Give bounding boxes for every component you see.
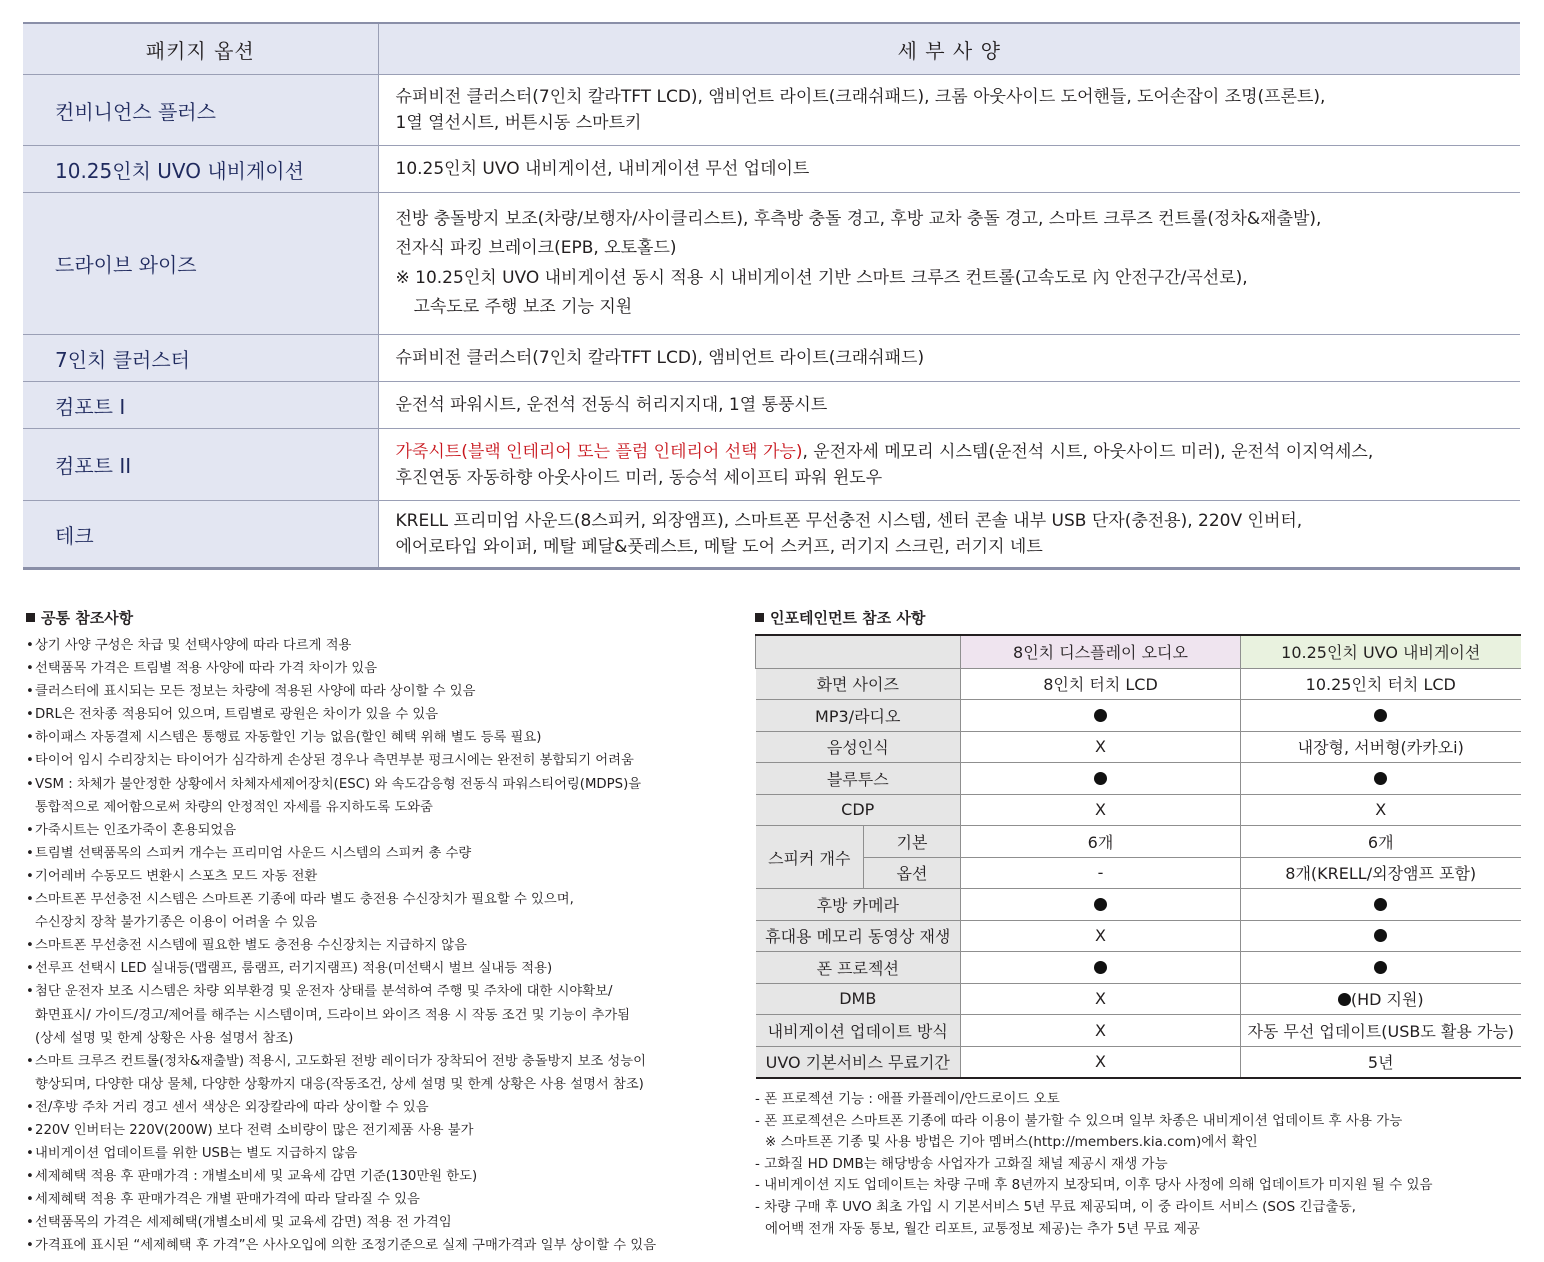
note-item xyxy=(26,1211,726,1234)
cell-8inch-audio: - xyxy=(961,857,1241,889)
filled-circle-icon xyxy=(1094,772,1107,785)
note-line: • 타이어 임시 수리장치는 타이어가 심각하게 손상된 경우나 측면부분 펑크시에는 완전히 봉합되기 어려움 xyxy=(35,753,634,769)
infotainment-row xyxy=(756,1046,1521,1078)
spec-text: , 운전자세 메모리 시스템(운전석 시트, 아웃사이드 미러), 운전석 이지억세스, xyxy=(802,441,1374,462)
note-line: 수신장치 장착 불가기종은 이용이 어려울 수 있음 xyxy=(35,915,318,931)
header-details: 세 부 사 양 xyxy=(378,23,1520,75)
note-item xyxy=(26,980,726,1049)
spec-line: 운전석 파워시트, 운전석 전동식 허리지지대, 1열 통풍시트 xyxy=(395,395,828,415)
cell-uvo-navigation: 자동 무선 업데이트(USB도 활용 가능) xyxy=(1241,1015,1521,1047)
note-item xyxy=(26,957,726,980)
table-header-row xyxy=(23,23,1520,75)
note-item xyxy=(26,842,726,865)
note-item xyxy=(26,888,726,934)
table-row xyxy=(23,335,1520,382)
filled-circle-icon xyxy=(1094,898,1107,911)
note-line: • 선택품목의 가격은 세제혜택(개별소비세 및 교육세 감면) 적용 전 가격임 xyxy=(35,1215,452,1231)
common-notes-section xyxy=(26,607,726,1258)
row-label: CDP xyxy=(756,794,961,826)
spec-line: 에어로타입 와이퍼, 메탈 페달&풋레스트, 메탈 도어 스커프, 러기지 스크린, 러기지 네트 xyxy=(395,537,1043,557)
spec-line: 1열 열선시트, 버튼시동 스마트키 xyxy=(395,113,642,133)
note-item xyxy=(26,1188,726,1211)
row-label: 블루투스 xyxy=(756,763,961,795)
table-row xyxy=(23,429,1520,501)
row-label: 화면 사이즈 xyxy=(756,668,961,700)
spec-line: KRELL 프리미엄 사운드(8스피커, 외장앰프), 스마트폰 무선충전 시스템, 센터 콘솔 내부 USB 단자(충전용), 220V 인버터, xyxy=(395,511,1303,531)
row-sublabel: 옵션 xyxy=(864,857,961,889)
infotainment-row xyxy=(756,763,1521,795)
row-label: 음성인식 xyxy=(756,731,961,763)
note-line: • DRL은 전차종 적용되어 있으며, 트림별로 광원은 차이가 있을 수 있음 xyxy=(35,707,439,723)
package-name: 테크 xyxy=(23,501,378,569)
infotainment-title xyxy=(755,607,1525,628)
infotainment-row xyxy=(756,731,1521,763)
header-uvo-navigation: 10.25인치 UVO 내비게이션 xyxy=(1241,635,1521,668)
cell-uvo-navigation xyxy=(1241,920,1521,952)
note-line: • 상기 사양 구성은 차급 및 선택사양에 따라 다르게 적용 xyxy=(35,638,352,653)
note-item xyxy=(26,1234,726,1257)
spec-line xyxy=(396,439,1521,465)
cell-uvo-navigation: 8개(KRELL/외장앰프 포함) xyxy=(1241,857,1521,889)
package-spec xyxy=(378,75,1520,146)
filled-circle-icon xyxy=(1374,961,1387,974)
package-name: 컴포트 II xyxy=(23,429,378,501)
spec-line: 후진연동 자동하향 아웃사이드 미러, 동승석 세이프티 파워 윈도우 xyxy=(395,467,883,488)
filled-circle-icon xyxy=(1094,709,1107,722)
row-label: MP3/라디오 xyxy=(756,700,961,732)
note-item xyxy=(26,1142,726,1165)
spec-line: 10.25인치 UVO 내비게이션, 내비게이션 무선 업데이트 xyxy=(395,159,810,179)
infotainment-header-row xyxy=(756,635,1521,668)
cell-8inch-audio: X xyxy=(961,1015,1241,1047)
note-line: • 세제혜택 적용 후 판매가격은 개별 판매가격에 따라 달라질 수 있음 xyxy=(35,1192,420,1208)
square-bullet-icon xyxy=(755,613,764,622)
note-line: • 첨단 운전자 보조 시스템은 차량 외부환경 및 운전자 상태를 분석하여 주행 및 주차에 대한 시야확보/ xyxy=(35,984,613,1000)
note-line: • 스마트폰 무선충전 시스템은 스마트폰 기종에 따라 별도 충전용 수신장치가 필요할 수 있으며, xyxy=(35,892,574,908)
cell-uvo-navigation xyxy=(1241,889,1521,921)
header-package-option: 패키지 옵션 xyxy=(23,23,378,75)
filled-circle-icon xyxy=(1374,709,1387,722)
filled-circle-icon xyxy=(1094,961,1107,974)
row-label: 휴대용 메모리 동영상 재생 xyxy=(756,920,961,952)
cell-8inch-audio xyxy=(961,952,1241,984)
note-line: 향상되며, 다양한 대상 물체, 다양한 상황까지 대응(작동조건, 상세 설명 및 한계 상황은 사용 설명서 참조) xyxy=(35,1076,644,1092)
note-item xyxy=(26,680,726,703)
infotainment-notes-list xyxy=(755,1089,1525,1240)
note-line: • 기어레버 수동모드 변환시 스포츠 모드 자동 전환 xyxy=(35,868,318,884)
row-label: 후방 카메라 xyxy=(756,889,961,921)
cell-8inch-audio: X xyxy=(961,920,1241,952)
package-name: 10.25인치 UVO 내비게이션 xyxy=(23,146,378,193)
package-options-table xyxy=(23,22,1520,570)
filled-circle-icon xyxy=(1338,993,1351,1006)
row-label: 내비게이션 업데이트 방식 xyxy=(756,1015,961,1047)
cell-uvo-navigation: 6개 xyxy=(1241,826,1521,858)
note-item xyxy=(26,703,726,726)
cell-uvo-navigation xyxy=(1241,700,1521,732)
note-item xyxy=(26,1165,726,1188)
header-8inch-audio: 8인치 디스플레이 오디오 xyxy=(961,635,1241,668)
cell-8inch-audio: X xyxy=(961,983,1241,1015)
cell-8inch-audio xyxy=(961,763,1241,795)
filled-circle-icon xyxy=(1374,772,1387,785)
note-line: • 스마트폰 무선충전 시스템에 필요한 별도 충전용 수신장치는 지급하지 않음 xyxy=(35,938,468,954)
note-line: • 전/후방 주차 거리 경고 센서 색상은 외장칼라에 따라 상이할 수 있음 xyxy=(35,1099,429,1115)
note-line: • 가격표에 표시된 “세제혜택 후 가격”은 사사오입에 의한 조정기준으로 실제 구매가격과 일부 상이할 수 있음 xyxy=(35,1238,657,1254)
infotainment-row xyxy=(756,794,1521,826)
note-line: • 트림별 선택품목의 스피커 개수는 프리미엄 사운드 시스템의 스피커 총 수량 xyxy=(35,845,472,861)
infotainment-row xyxy=(756,983,1521,1015)
common-notes-list xyxy=(26,634,726,1258)
filled-circle-icon xyxy=(1374,929,1387,942)
note-item xyxy=(26,865,726,888)
info-note-item: ※ 스마트폰 기종 및 사용 방법은 기아 멤버스(http://members.kia.com)에서 확인 xyxy=(765,1134,1258,1151)
note-item xyxy=(26,657,726,680)
note-line: • 스마트 크루즈 컨트롤(정차&재출발) 적용시, 고도화된 전방 레이더가 장착되어 전방 충돌방지 보조 성능이 xyxy=(35,1053,646,1069)
cell-8inch-audio: 8인치 터치 LCD xyxy=(961,668,1241,700)
note-item xyxy=(26,749,726,772)
cell-8inch-audio xyxy=(961,700,1241,732)
info-note-item: - 고화질 HD DMB는 해당방송 사업자가 고화질 채널 제공시 재생 가능 xyxy=(755,1155,1168,1172)
note-line: 통합적으로 제어함으로써 차량의 안정적인 자세를 유지하도록 도와줌 xyxy=(35,799,433,815)
table-row xyxy=(23,75,1520,146)
info-note-item: 에어백 전개 자동 통보, 월간 리포트, 교통정보 제공)는 추가 5년 무료 제공 xyxy=(765,1220,1200,1237)
spec-line: ※ 10.25인치 UVO 내비게이션 동시 적용 시 내비게이션 기반 스마트 크루즈 컨트롤(고속도로 內 안전구간/곡선로), xyxy=(395,267,1248,288)
package-name: 컴포트 I xyxy=(23,382,378,429)
note-item xyxy=(26,1050,726,1096)
package-spec xyxy=(378,193,1520,335)
cell-uvo-navigation xyxy=(1241,763,1521,795)
infotainment-row xyxy=(756,1015,1521,1047)
note-line: • 내비게이션 업데이트를 위한 USB는 별도 지급하지 않음 xyxy=(35,1146,358,1162)
row-label: 스피커 개수 xyxy=(756,826,864,889)
filled-circle-icon xyxy=(1374,898,1387,911)
cell-uvo-navigation: 5년 xyxy=(1241,1046,1521,1078)
cell-uvo-navigation xyxy=(1241,952,1521,984)
cell-uvo-navigation: (HD 지원) xyxy=(1241,983,1521,1015)
table-row xyxy=(23,501,1520,569)
infotainment-table xyxy=(755,634,1521,1079)
package-name: 컨비니언스 플러스 xyxy=(23,75,378,146)
cell-8inch-audio: X xyxy=(961,1046,1241,1078)
common-notes-title xyxy=(26,607,726,628)
cell-8inch-audio: X xyxy=(961,731,1241,763)
header-blank-cell xyxy=(756,635,961,668)
table-row xyxy=(23,382,1520,429)
spec-line: 전자식 파킹 브레이크(EPB, 오토홀드) xyxy=(395,238,677,258)
table-row xyxy=(23,193,1520,335)
infotainment-row xyxy=(756,889,1521,921)
note-line: • 선루프 선택시 LED 실내등(맵램프, 룸램프, 러기지램프) 적용(미선택시 벌브 실내등 적용) xyxy=(35,961,553,977)
note-line: • VSM : 차체가 불안정한 상황에서 차체자세제어장치(ESC) 와 속도감응형 전동식 파워스티어링(MDPS)을 xyxy=(35,776,642,792)
note-line: (상세 설명 및 한계 상황은 사용 설명서 참조) xyxy=(35,1030,294,1046)
note-line: • 선택품목 가격은 트림별 적용 사양에 따라 가격 차이가 있음 xyxy=(35,661,378,677)
note-line: • 220V 인버터는 220V(200W) 보다 전력 소비량이 많은 전기제품 사용 불가 xyxy=(35,1122,474,1138)
note-item xyxy=(26,934,726,957)
spec-line: 전방 충돌방지 보조(차량/보행자/사이클리스트), 후측방 충돌 경고, 후방 교차 충돌 경고, 스마트 크루즈 컨트롤(정차&재출발), xyxy=(395,208,1322,229)
note-line: • 하이패스 자동결제 시스템은 통행료 자동할인 기능 없음(할인 혜택 위해 별도 등록 필요) xyxy=(35,730,542,746)
note-item xyxy=(26,773,726,819)
infotainment-row xyxy=(756,857,1521,889)
note-line: • 가죽시트는 인조가죽이 혼용되었음 xyxy=(35,822,237,838)
info-note-item: - 폰 프로젝션은 스마트폰 기종에 따라 이용이 불가할 수 있으며 일부 차종은 내비게이션 업데이트 후 사용 가능 xyxy=(755,1112,1403,1129)
note-item xyxy=(26,726,726,749)
package-spec xyxy=(378,382,1520,429)
row-label: UVO 기본서비스 무료기간 xyxy=(756,1046,961,1078)
square-bullet-icon xyxy=(26,613,35,622)
package-name: 7인치 클러스터 xyxy=(23,335,378,382)
spec-line: 슈퍼비전 클러스터(7인치 칼라TFT LCD), 앰비언트 라이트(크래쉬패드) xyxy=(395,348,925,368)
common-notes-title-text: 공통 참조사항 xyxy=(41,609,134,627)
spec-line: 슈퍼비전 클러스터(7인치 칼라TFT LCD), 앰비언트 라이트(크래쉬패드), 크롬 아웃사이드 도어핸들, 도어손잡이 조명(프론트), xyxy=(395,87,1326,107)
infotainment-row xyxy=(756,952,1521,984)
row-label: 폰 프로젝션 xyxy=(756,952,961,984)
cell-8inch-audio: 6개 xyxy=(961,826,1241,858)
note-item xyxy=(26,634,726,657)
infotainment-title-text: 인포테인먼트 참조 사항 xyxy=(770,609,926,627)
note-item xyxy=(26,1096,726,1119)
info-note-item: - 내비게이션 지도 업데이트는 차량 구매 후 8년까지 보장되며, 이후 당사 사정에 의해 업데이트가 미지원 될 수 있음 xyxy=(755,1177,1433,1194)
cell-uvo-navigation: 10.25인치 터치 LCD xyxy=(1241,668,1521,700)
cell-8inch-audio xyxy=(961,889,1241,921)
package-name: 드라이브 와이즈 xyxy=(23,193,378,335)
row-label: DMB xyxy=(756,983,961,1015)
note-item xyxy=(26,1119,726,1142)
highlight-text: 가죽시트(블랙 인테리어 또는 플럼 인테리어 선택 가능) xyxy=(395,441,803,462)
row-sublabel: 기본 xyxy=(864,826,961,858)
infotainment-row xyxy=(756,826,1521,858)
package-spec xyxy=(378,429,1520,501)
note-line: • 클러스터에 표시되는 모든 정보는 차량에 적용된 사양에 따라 상이할 수 있음 xyxy=(35,684,476,700)
table-row xyxy=(23,146,1520,193)
spec-line: 고속도로 주행 보조 기능 지원 xyxy=(413,297,633,317)
package-spec xyxy=(378,501,1520,569)
note-line: • 세제혜택 적용 후 판매가격 : 개별소비세 및 교육세 감면 기준(130만원 한도) xyxy=(35,1169,478,1185)
cell-uvo-navigation: 내장형, 서버형(카카오i) xyxy=(1241,731,1521,763)
note-line: 화면표시/ 가이드/경고/제어를 해주는 시스템이며, 드라이브 와이즈 적용 시 작동 조건 및 기능이 추가됨 xyxy=(35,1007,631,1023)
infotainment-row xyxy=(756,700,1521,732)
info-note-item: - 폰 프로젝션 기능 : 애플 카플레이/안드로이드 오토 xyxy=(755,1091,1060,1107)
infotainment-row xyxy=(756,668,1521,700)
note-item xyxy=(26,819,726,842)
cell-8inch-audio: X xyxy=(961,794,1241,826)
infotainment-row xyxy=(756,920,1521,952)
package-spec xyxy=(378,335,1520,382)
infotainment-body xyxy=(756,668,1521,1078)
info-note-item: - 차량 구매 후 UVO 최초 가입 시 기본서비스 5년 무료 제공되며, 이 중 라이트 서비스 (SOS 긴급출동, xyxy=(755,1198,1356,1215)
cell-uvo-navigation: X xyxy=(1241,794,1521,826)
infotainment-section xyxy=(755,607,1525,1240)
package-spec xyxy=(378,146,1520,193)
